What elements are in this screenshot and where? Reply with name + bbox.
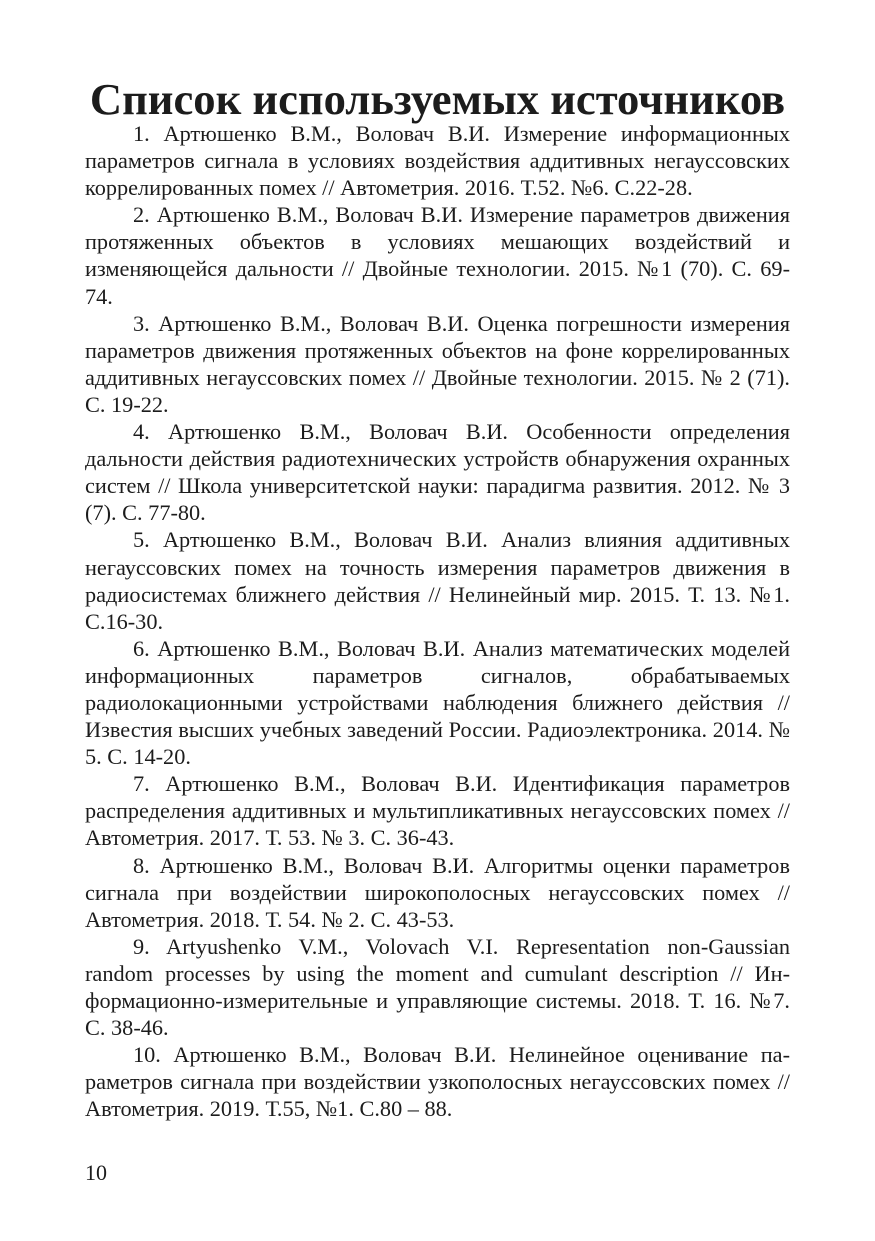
reference-item: 10. Артюшенко В.М., Воловач В.И. Нелинейное оценивание параметров сигнала при воздействии узкополосных негауссовских помех // Автометрия. 2019. Т.55, №1. С.80 – 88. (85, 1042, 790, 1122)
reference-list (85, 120, 790, 1122)
reference-item: 3. Артюшенко В.М., Воловач В.И. Оценка погрешности измерения параметров движения протяженных объектов на фоне коррелированных аддитивных негауссовских помех // Двойные технологии. 2015. № 2 (71). С. 19-22. (85, 310, 790, 417)
reference-item: 6. Артюшенко В.М., Воловач В.И. Анализ математических моделей информационных параметров сигналов, обрабатываемых радиолокационными устройствами наблюдения ближнего действия // Известия высших учебных заведений России. Радиоэлектроника. 2014. № 5. С. 14-20. (85, 635, 790, 770)
page-content (85, 74, 790, 1122)
reference-item: 1. Артюшенко В.М., Воловач В.И. Измерение информационных параметров сигнала в условиях воздействия аддитивных негауссовских коррелированных помех // Автометрия. 2016. Т.52. №6. С.22-28. (85, 121, 790, 201)
page-title: Список используемых источников (89, 74, 786, 124)
reference-item: 8. Артюшенко В.М., Воловач В.И. Алгоритмы оценки параметров сигнала при воздействии широкополосных негауссовских помех // Автометрия. 2018. Т. 54. № 2. С. 43-53. (85, 852, 790, 932)
reference-item: 5. Артюшенко В.М., Воловач В.И. Анализ влияния аддитивных негауссовских помех на точность измерения параметров движения в радиосистемах ближнего действия // Нелинейный мир. 2015. Т. 13. №1. С.16-30. (85, 527, 790, 634)
reference-item: 9. Artyushenko V.M., Volovach V.I. Representation non-Gaussian random processes by using the moment and cumulant description // Информационно-измерительные и управляющие системы. 2018. Т. 16. №7. С. 38-46. (85, 933, 790, 1041)
page-number: 10 (85, 1160, 107, 1185)
reference-item: 7. Артюшенко В.М., Воловач В.И. Идентификация параметров распределения аддитивных и мультипликативных негауссовских помех // Автометрия. 2017. Т. 53. № 3. С. 36-43. (85, 771, 790, 851)
reference-item: 4. Артюшенко В.М., Воловач В.И. Особенности определения дальности действия радиотехнических устройств обнаружения охранных систем // Школа университетской науки: парадигма развития. 2012. № 3 (7). С. 77-80. (85, 419, 790, 526)
reference-item: 2. Артюшенко В.М., Воловач В.И. Измерение параметров движения протяженных объектов в условиях мешающих воздействий и изменяющейся дальности // Двойные технологии. 2015. №1 (70). С. 69-74. (85, 202, 790, 309)
